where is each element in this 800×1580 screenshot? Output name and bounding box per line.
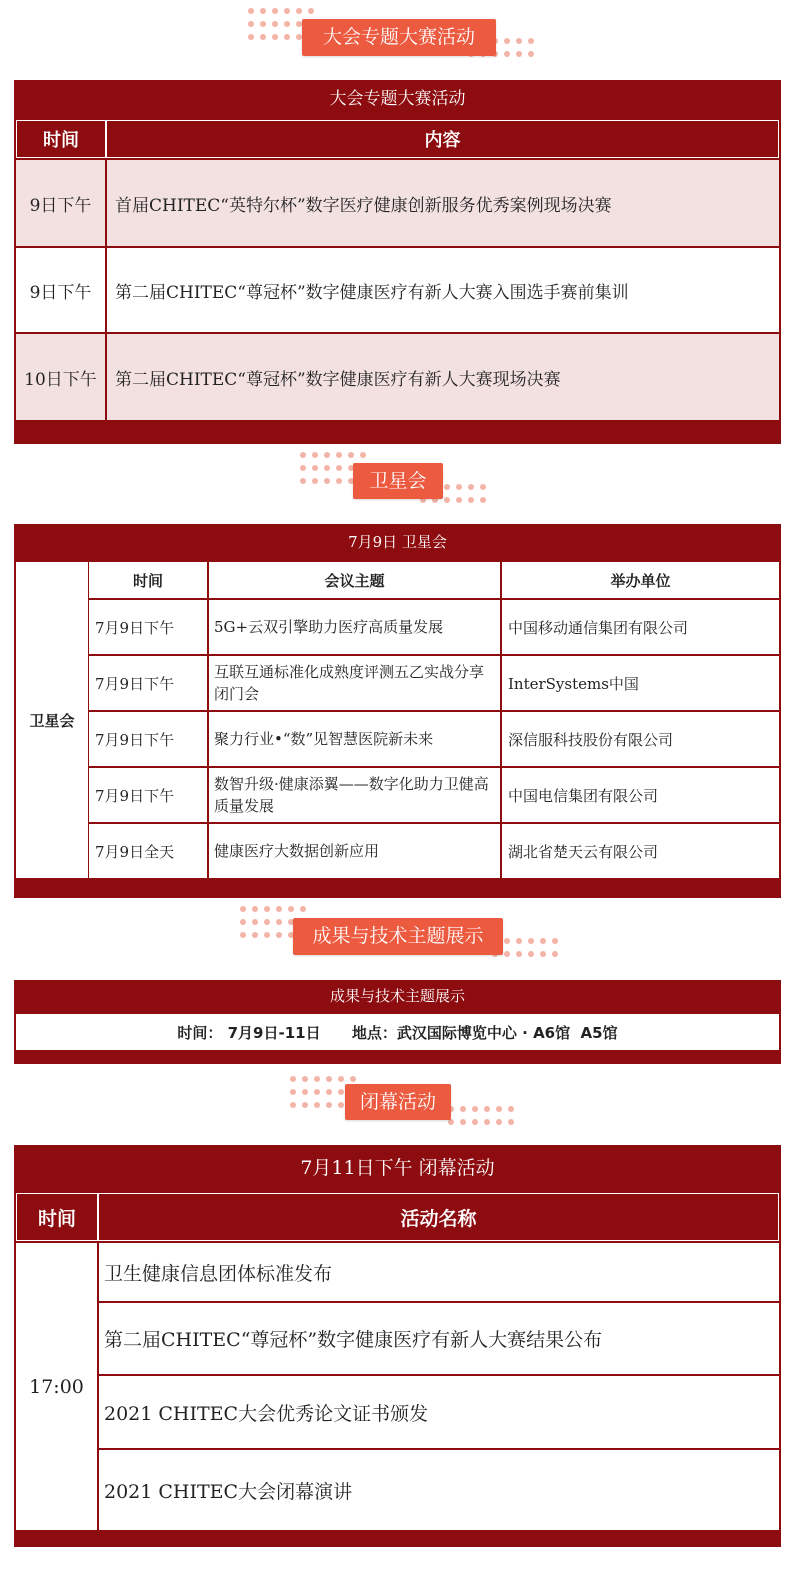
col-header-activity: 活动名称 [98, 1193, 779, 1241]
row-time: 7月9日下午 [89, 768, 207, 822]
col-header-host: 举办单位 [502, 562, 779, 598]
row-time: 7月9日下午 [89, 656, 207, 710]
row-time: 7月9日全天 [89, 824, 207, 878]
exhibition-info: 时间： 7月9日-11日 地点：武汉国际博览中心 · A6馆 A5馆 [16, 1014, 779, 1050]
row-host: InterSystems中国 [502, 656, 779, 710]
row-host: 中国电信集团有限公司 [502, 768, 779, 822]
row-time: 7月9日下午 [89, 600, 207, 654]
section-pill-closing: 闭幕活动 [345, 1084, 451, 1120]
list-item: 第二届CHITEC“尊冠杯”数字健康医疗有新人大赛结果公布 [99, 1303, 779, 1374]
row-topic: 聚力行业•“数”见智慧医院新未来 [209, 712, 500, 766]
row-time: 7月9日下午 [89, 712, 207, 766]
col-header-time: 时间 [16, 1193, 98, 1241]
row-topic: 互联互通标准化成熟度评测五乙实战分享闭门会 [209, 656, 500, 710]
col-header-time: 时间 [89, 562, 207, 598]
section-pill-exhibition: 成果与技术主题展示 [293, 918, 503, 955]
contest-table [14, 80, 781, 444]
row-topic: 5G+云双引擎助力医疗高质量发展 [209, 600, 500, 654]
row-topic: 健康医疗大数据创新应用 [209, 824, 500, 878]
closing-table [14, 1145, 781, 1547]
decor-dots [448, 1106, 514, 1125]
satellite-banner: 7月9日 卫星会 [348, 533, 447, 551]
row-time: 9日下午 [16, 160, 105, 246]
row-host: 深信服科技股份有限公司 [502, 712, 779, 766]
list-item: 卫生健康信息团体标准发布 [99, 1243, 779, 1301]
list-item: 2021 CHITEC大会优秀论文证书颁发 [99, 1376, 779, 1448]
col-header-time: 时间 [16, 120, 106, 158]
satellite-table [14, 524, 781, 898]
row-time: 9日下午 [16, 248, 105, 332]
closing-banner: 7月11日下午 闭幕活动 [300, 1157, 495, 1179]
row-content: 第二届CHITEC“尊冠杯”数字健康医疗有新人大赛入围选手赛前集训 [107, 248, 779, 332]
closing-time: 17:00 [16, 1243, 97, 1530]
col-header-content: 内容 [106, 120, 779, 158]
row-host: 中国移动通信集团有限公司 [502, 600, 779, 654]
row-host: 湖北省楚天云有限公司 [502, 824, 779, 878]
section-pill-satellite: 卫星会 [353, 463, 443, 499]
exhibition-banner: 成果与技术主题展示 [329, 987, 465, 1005]
row-time: 10日下午 [16, 334, 105, 420]
list-item: 2021 CHITEC大会闭幕演讲 [99, 1450, 779, 1530]
satellite-side-label: 卫星会 [16, 562, 88, 878]
col-header-topic: 会议主题 [209, 562, 500, 598]
row-content: 第二届CHITEC“尊冠杯”数字健康医疗有新人大赛现场决赛 [107, 334, 779, 420]
row-content: 首届CHITEC“英特尔杯”数字医疗健康创新服务优秀案例现场决赛 [107, 160, 779, 246]
exhibition-table [14, 980, 781, 1064]
contest-banner: 大会专题大赛活动 [329, 89, 466, 109]
section-pill-contest: 大会专题大赛活动 [302, 19, 496, 56]
row-topic: 数智升级·健康添翼——数字化助力卫健高质量发展 [209, 768, 500, 822]
